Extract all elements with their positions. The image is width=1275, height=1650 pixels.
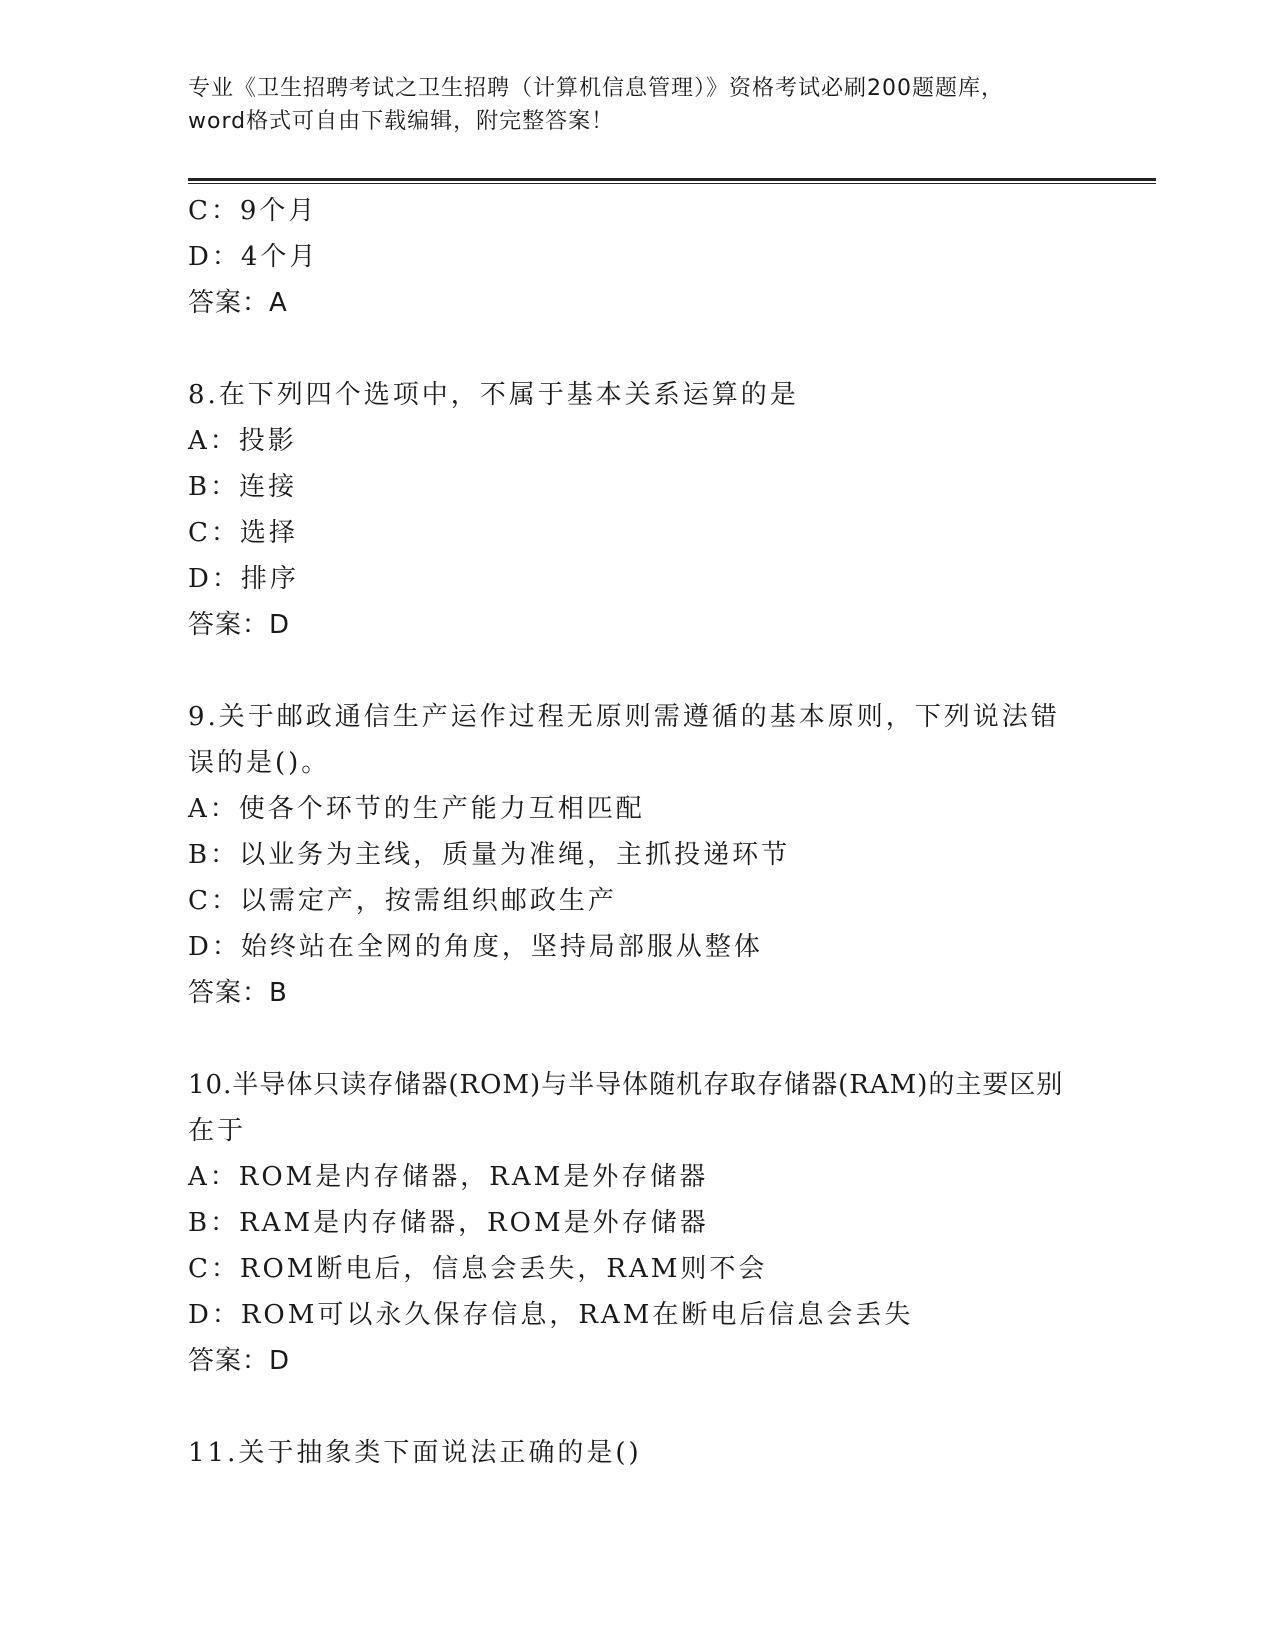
question-content [188,188,1108,1476]
header-divider-thick [188,178,1156,181]
question-stem-line-1: 10.半导体只读存储器(ROM)与半导体随机存取存储器(RAM)的主要区别 [188,1070,1064,1100]
option-c: C：选择 [188,518,298,548]
question-stem: 11.关于抽象类下面说法正确的是() [188,1438,642,1468]
option-c: C：以需定产，按需组织邮政生产 [188,886,617,916]
spacer [188,1016,1108,1062]
spacer [188,648,1108,694]
header-divider-thin [188,183,1156,184]
spacer [188,1384,1108,1430]
question-stem-line-2: 在于 [188,1116,247,1146]
answer-line: 答案：B [188,978,288,1008]
option-d: D：排序 [188,564,299,594]
option-d: D：ROM可以永久保存信息，RAM在断电后信息会丢失 [188,1300,914,1330]
option-c: C：9个月 [188,196,318,226]
question-9 [188,694,1108,1016]
option-c: C：ROM断电后，信息会丢失，RAM则不会 [188,1254,768,1284]
header-title-line-1: 专业《卫生招聘考试之卫生招聘（计算机信息管理）》资格考试必刷200题题库， [188,76,1004,101]
option-a: A：投影 [188,426,297,456]
option-b: B：以业务为主线，质量为准绳，主抓投递环节 [188,840,791,870]
option-d: D：4个月 [188,242,319,272]
option-b: B：连接 [188,472,298,502]
option-a: A：ROM是内存储器，RAM是外存储器 [188,1162,709,1192]
question-stem-line-2: 误的是()。 [188,748,331,778]
spacer [188,326,1108,372]
question-11 [188,1430,1108,1476]
answer-line: 答案：D [188,610,291,640]
option-d: D：始终站在全网的角度，坚持局部服从整体 [188,932,763,962]
option-b: B：RAM是内存储器，ROM是外存储器 [188,1208,709,1238]
question-8 [188,372,1108,648]
option-a: A：使各个环节的生产能力互相匹配 [188,794,645,824]
question-stem: 8.在下列四个选项中，不属于基本关系运算的是 [188,380,799,410]
header-title-line-2: word格式可自由下载编辑，附完整答案！ [188,109,615,134]
answer-line: 答案：D [188,1346,291,1376]
previous-question-tail [188,188,1108,326]
document-header [188,72,1088,138]
question-10 [188,1062,1108,1384]
question-stem-line-1: 9.关于邮政通信生产运作过程无原则需遵循的基本原则，下列说法错 [188,702,1060,732]
answer-line: 答案：A [188,288,288,318]
